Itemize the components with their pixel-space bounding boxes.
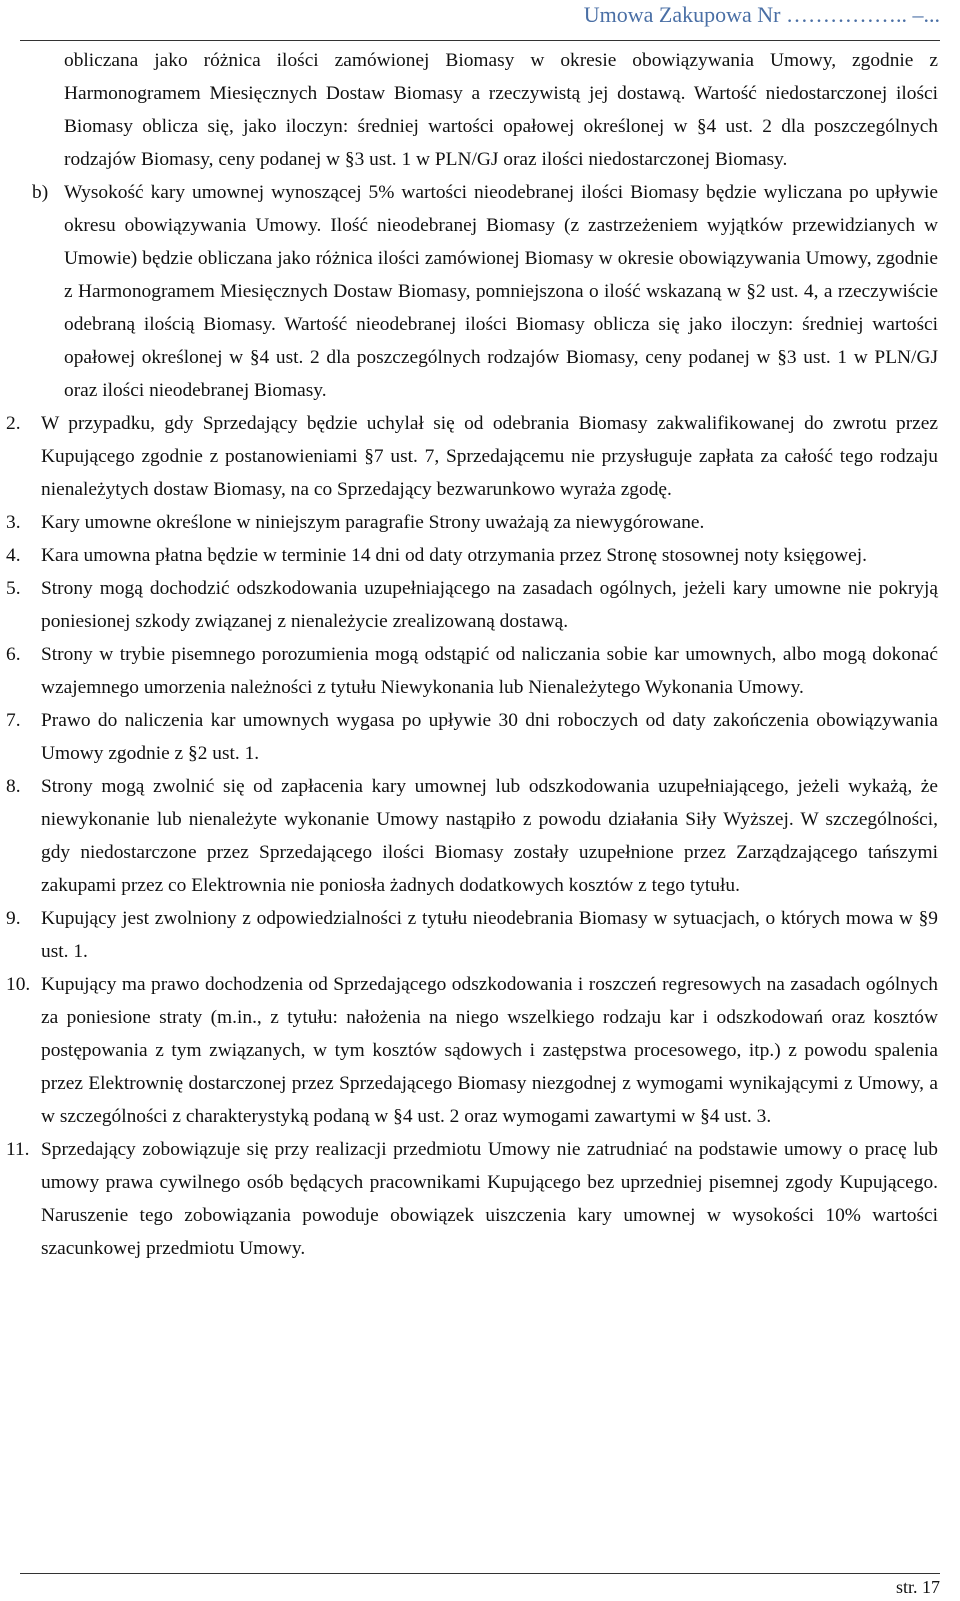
list-item [0,902,960,968]
list-item-number: 6. [6,644,21,665]
list-item-text: Kary umowne określone w niniejszym paragrafie Strony uważają za niewygórowane. [41,512,705,533]
list-item-number: 9. [6,908,21,929]
sub-item-text: Wysokość kary umownej wynoszącej 5% wartości nieodebranej ilości Biomasy będzie wyliczana po upływie okresu obowiązywania Umowy. Ilość nieodebranej Biomasy (z zastrzeżeniem wyjątków przewidzianych w Umowie) będzie obliczana jako różnica ilości zamówionej Biomasy w okresie obowiązywania Umowy, zgodnie z Harmonogramem Miesięcznych Dostaw Biomasy, pomniejszona o ilość wskazaną w §2 ust. 4, a rzeczywiście odebraną ilością Biomasy. Wartość nieodebranej ilości Biomasy oblicza się jako iloczyn: średniej wartości opałowej określonej w §4 ust. 2 dla poszczególnych rodzajów Biomasy, ceny podanej w §3 ust. 1 w PLN/GJ oraz ilości nieodebranej Biomasy. [64,182,938,401]
list-item-text: Kara umowna płatna będzie w terminie 14 dni od daty otrzymania przez Stronę stosownej noty księgowej. [41,545,868,566]
continuation-paragraph: obliczana jako różnica ilości zamówionej Biomasy w okresie obowiązywania Umowy, zgodnie z Harmonogramem Miesięcznych Dostaw Biomasy a rzeczywistą jej dostawą. Wartość niedostarczonej ilości Biomasy oblicza się, jako iloczyn: średniej wartości opałowej określonej w §4 ust. 2 dla poszczególnych rodzajów Biomasy, ceny podanej w §3 ust. 1 w PLN/GJ oraz ilości niedostarczonej Biomasy. [64,50,938,170]
list-item [0,506,960,539]
page-number: str. 17 [895,1577,940,1597]
list-item [0,539,960,572]
list-item-number: 2. [6,413,21,434]
document-body [0,44,960,1265]
list-item [0,407,960,506]
sub-item-label: b) [32,182,49,203]
page-header [20,0,940,41]
list-item-number: 4. [6,545,21,566]
list-item-number: 10. [6,974,31,995]
list-item [0,968,960,1133]
list-item-number: 7. [6,710,21,731]
list-item-text: Kupujący jest zwolniony z odpowiedzialności z tytułu nieodebrania Biomasy w sytuacjach, o których mowa w §9 ust. 1. [41,908,938,962]
list-item [0,638,960,704]
list-item-text: Strony mogą zwolnić się od zapłacenia kary umownej lub odszkodowania uzupełniającego, jeżeli wykażą, że niewykonanie lub nienależyte wykonanie Umowy nastąpiło z powodu działania Siły Wyższej. W szczególności, gdy niedostarczone przez Sprzedającego ilości Biomasy zostały uzupełnione przez Zarządzającego tańszymi zakupami przez co Elektrownia nie poniosła żadnych dodatkowych kosztów z tego tytułu. [41,776,938,896]
list-item [0,770,960,902]
page-footer [20,1573,940,1597]
list-item [0,572,960,638]
list-item-text: Strony w trybie pisemnego porozumienia mogą odstąpić od naliczania sobie kar umownych, albo mogą dokonać wzajemnego umorzenia należności z tytułu Niewykonania lub Nienależytego Wykonania Umowy. [41,644,938,698]
list-item-number: 8. [6,776,21,797]
list-item-text: Sprzedający zobowiązuje się przy realizacji przedmiotu Umowy nie zatrudniać na podstawie umowy o pracę lub umowy prawa cywilnego osób będących pracownikami Kupującego bez uprzedniej pisemnej zgody Kupującego. Naruszenie tego zobowiązania powoduje obowiązek uiszczenia kary umownej w wysokości 10% wartości szacunkowej przedmiotu Umowy. [41,1139,938,1259]
list-item-text: Strony mogą dochodzić odszkodowania uzupełniającego na zasadach ogólnych, jeżeli kary umowne nie pokryją poniesionej szkody związanej z nienależycie zrealizowaną dostawą. [41,578,938,632]
document-title: Umowa Zakupowa Nr …………….. –... [583,2,940,27]
list-item [0,1133,960,1265]
list-item [0,704,960,770]
sub-item-b [0,176,960,407]
list-item-number: 5. [6,578,21,599]
list-item-text: Kupujący ma prawo dochodzenia od Sprzedającego odszkodowania i roszczeń regresowych na zasadach ogólnych za poniesione straty (m.in., z tytułu: nałożenia na niego wszelkiego rodzaju kar i odszkodowań oraz kosztów postępowania z tym związanych, w tym kosztów sądowych i zastępstwa procesowego, itp.) z powodu spalenia przez Elektrownię dostarczonej przez Sprzedającego Biomasy niezgodnej z wymogami wynikającymi z Umowy, a w szczególności z charakterystyką podaną w §4 ust. 2 oraz wymogami zawartymi w §4 ust. 3. [41,974,938,1127]
list-item-number: 3. [6,512,21,533]
list-item-text: Prawo do naliczenia kar umownych wygasa po upływie 30 dni roboczych od daty zakończenia obowiązywania Umowy zgodnie z §2 ust. 1. [41,710,938,764]
list-item-text: W przypadku, gdy Sprzedający będzie uchylał się od odebrania Biomasy zakwalifikowanej do zwrotu przez Kupującego zgodnie z postanowieniami §7 ust. 7, Sprzedającemu nie przysługuje zapłata za całość tego rodzaju nienależytych dostaw Biomasy, na co Sprzedający bezwarunkowo wyraża zgodę. [41,413,938,500]
list-item-number: 11. [6,1139,30,1160]
